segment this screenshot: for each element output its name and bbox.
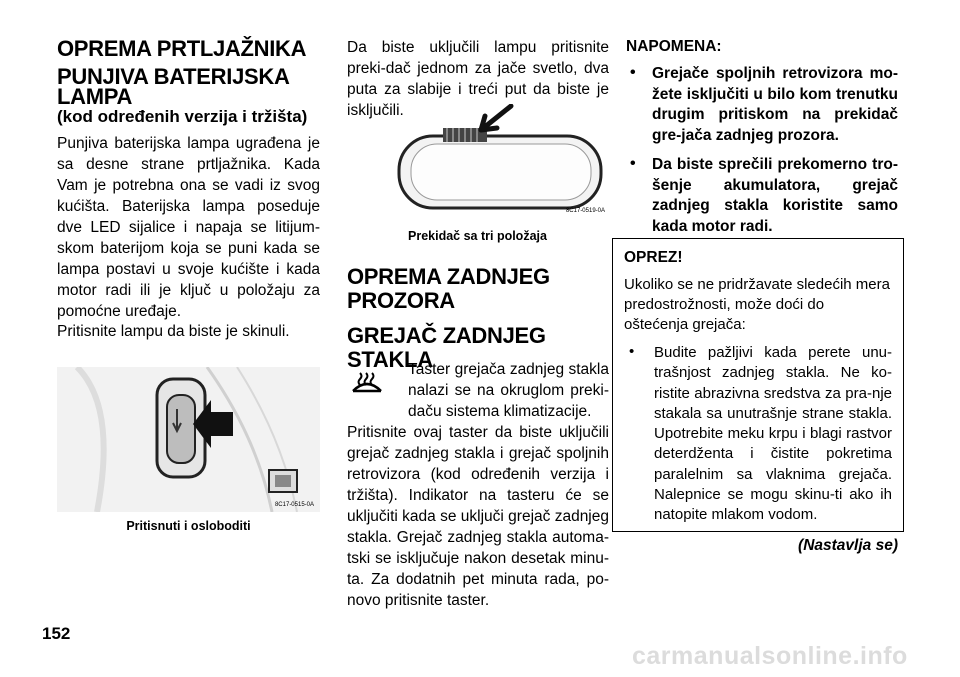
section-title: OPREMA PRTLJAŽNIKA bbox=[57, 36, 307, 61]
warning-item-text: Budite pažljivi kada perete unu-trašnjost zadnjeg stakla. Ne ko-ristite abrazivna sredstva za pra-nje stakala sa unutrašnje strane stakla. Upotrebite meku krpu i blagi rastvor deterdženta i čistite pokretima paralelnim sa vlaknima grejača. Nalepnice se mogu skinu-ti ako ih natopite mlakom vodom. bbox=[654, 344, 892, 524]
switch-figure bbox=[395, 104, 605, 216]
page-number: 152 bbox=[42, 624, 71, 643]
body-paragraph: Taster grejača zadnjeg stakla nalazi se na okruglom preki-daču sistema klimatizacije. bbox=[408, 361, 609, 420]
bullet: • bbox=[630, 155, 636, 172]
continued-label: (Nastavlja se) bbox=[798, 537, 898, 554]
rear-defrost-icon bbox=[350, 369, 384, 399]
bullet: • bbox=[629, 343, 635, 360]
note-title: NAPOMENA: bbox=[626, 38, 722, 55]
flashlight-figure bbox=[57, 367, 320, 512]
subsection-title bbox=[57, 65, 327, 109]
subsection-subtitle: (kod određenih verzija i tržišta) bbox=[57, 107, 308, 126]
figure-caption: Prekidač sa tri položaja bbox=[408, 229, 547, 243]
subsection-title: GREJAČ ZADNJEG STAKLA bbox=[347, 323, 546, 372]
subsection-title-line1: PUNJIVA BATERIJSKA bbox=[57, 64, 290, 89]
warning-box bbox=[612, 238, 904, 532]
image-code: 8C17-0515-0A bbox=[274, 502, 314, 508]
bullet: • bbox=[630, 64, 636, 81]
section-title-line2: PROZORA bbox=[347, 288, 455, 313]
section-title-line1: OPREMA ZADNJEG bbox=[347, 264, 550, 289]
body-paragraph: Punjiva baterijska lampa ugrađena je sa desne strane prtljažnika. Kada Vam je potrebna ona se vadi iz svog kućišta. Baterijska lampa poseduje dve LED sijalice i napaja se litijum-skom baterijom koja se puni kada se lampa postavi u svoje kućište i kada motor radi ili je ključ u položaju za pomoćne uređaje. bbox=[57, 135, 320, 320]
warning-title: OPREZ! bbox=[624, 249, 683, 266]
watermark: carmanualsonline.info bbox=[632, 642, 908, 670]
body-paragraph: Pritisnite lampu da biste je skinuli. bbox=[57, 323, 290, 340]
warning-text: Ukoliko se ne pridržavate sledećih mera predostrožnosti, može doći do oštećenja grejača: bbox=[624, 276, 890, 333]
list-item bbox=[624, 343, 892, 526]
subsection-title-line2: LAMPA bbox=[57, 84, 133, 109]
note-list bbox=[626, 64, 898, 237]
image-code: 8C17-0519-0A bbox=[565, 208, 605, 214]
body-paragraph: Da biste uključili lampu pritisnite preki-dač jednom za jače svetlo, dva puta za slabije i treći put da biste je isključili. bbox=[347, 39, 609, 119]
section-title bbox=[347, 265, 609, 313]
figure-caption: Pritisnuti i osloboditi bbox=[126, 519, 251, 533]
note-item-text: Grejače spoljnih retrovizora mo-žete isključiti u bilo kom trenutku drugim pritiskom na prekidač gre-jača zadnjeg prozora. bbox=[652, 65, 898, 144]
body-paragraph: Pritisnite ovaj taster da biste uključili grejač zadnjeg stakla i grejač spoljnih retrovizora (kod određenih verzija i tržišta). Indikator na tasteru će se uključiti kada se uključi grejač zadnjeg stakla. Grejač zadnjeg stakla automa-tski se isključuje nakon desetak minu-ta. Za dodatnih pet minuta rada, po-novo pritisnite taster. bbox=[347, 424, 609, 609]
list-item bbox=[626, 64, 898, 146]
flashlight-illustration bbox=[57, 367, 320, 512]
note-item-text: Da biste sprečili prekomerno tro-šenje akumulatora, grejač zadnjeg stakla koristite samo kada motor radi. bbox=[652, 156, 898, 235]
switch-illustration bbox=[395, 104, 605, 216]
list-item bbox=[626, 155, 898, 237]
